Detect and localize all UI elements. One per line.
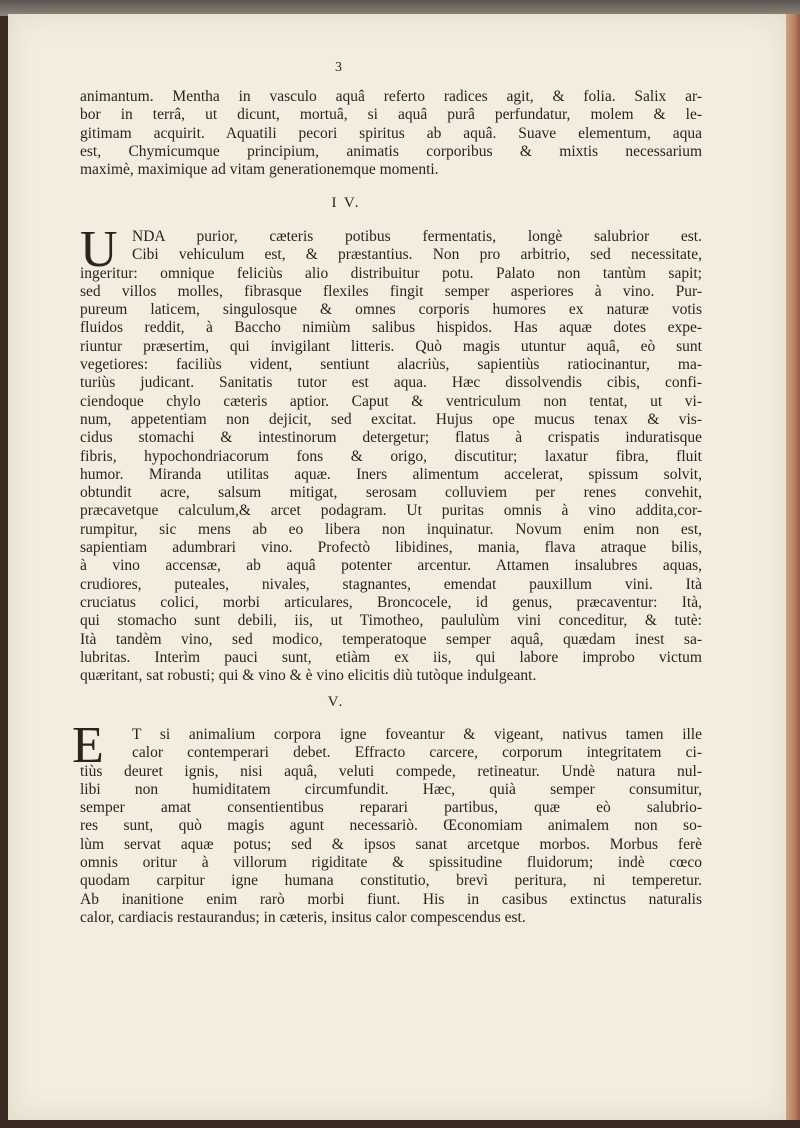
text-line: præcavetque calculum,& arcet podagram. Ut puritas omnis à vino addita,cor- (80, 502, 702, 520)
text-line: num, appetentiam non dejicit, sed excitat. Hujus ope mucus tenax & vis- (80, 410, 702, 428)
text-line: cidus stomachi & intestinorum detergetur; flatus à crispatis induratisque (80, 429, 702, 447)
text-line: bor in terrâ, ut dicunt, mortuâ, si aquâ purâ perfundatur, molem & le- (80, 106, 702, 124)
page-number: 3 (335, 60, 342, 75)
text-line: pureum laticem, singulosque & omnes corporis humores ex naturæ votis (80, 301, 702, 319)
text-line: fluidos reddit, à Baccho nimiùm salibus hispidos. Has aquæ dotes expe- (80, 319, 702, 337)
text-line: res sunt, quò magis agunt necessariò. Œconomiam animalem non so- (80, 817, 702, 835)
text-line: animantum. Mentha in vasculo aquâ referto radices agit, & folia. Salix ar- (80, 88, 702, 105)
text-line: Cibi vehiculum est, & præstantius. Non pro arbitrio, sed necessitate, (132, 246, 702, 264)
text-line: turiùs judicant. Sanitatis tutor est aqua. Hæc dissolvendis cibis, confi- (80, 374, 702, 392)
text-line: vegetiores: faciliùs vident, sentiunt alacriùs, sapientiùs ratiocinantur, ma- (80, 356, 702, 374)
top-paragraph (80, 88, 702, 179)
page-edge (786, 14, 800, 1120)
text-line: sapientiam adumbrari vino. Profectò libidines, mania, flava atraque bilis, (80, 539, 702, 557)
text-line: humor. Miranda utilitas aquæ. Iners alimentum accelerat, spissum solvit, (80, 465, 702, 483)
text-line: libi non humiditatem circumfundit. Hæc, quià semper consumitur, (80, 780, 702, 798)
text-line: quodam carpitur igne humana constitutio, brevì peritura, ni temperetur. (80, 872, 702, 890)
text-line: riuntur præsertim, qui invigilant litteris. Quò magis utuntur aquâ, eò sunt (80, 337, 702, 355)
section-heading-iv: I V. (331, 195, 361, 211)
text-line: quæritant, sat robusti; qui & vino & è vino elicitis diù tutòque indulgeant. (80, 667, 537, 685)
text-line: gitimam acquirit. Aquatili pecori spiritus ab aquâ. Suave elementum, aqua (80, 124, 702, 142)
text-line: NDA purior, cæteris potibus fermentatis, longè salubrior est. (132, 228, 702, 245)
text-line: sed villos molles, fibrasque flexiles fingit semper asperiores à vino. Pur- (80, 282, 702, 300)
text-line: ciendoque chylo cæteris aptior. Caput & ventriculum non tentat, ut vi- (80, 392, 702, 410)
text-line: semper amat consentientibus reparari partibus, quæ eò salubrio- (80, 799, 702, 817)
text-line: rumpitur, sic mens ab eo libera non inquinatur. Novum enim non est, (80, 520, 702, 538)
text-line: crudiores, puteales, nivales, stagnantes, emendat pauxillum vini. Ità (80, 575, 702, 593)
text-line: T si animalium corpora igne foveantur & vigeant, nativus tamen ille (132, 726, 702, 743)
text-line: Ità tandèm vino, sed modico, temperatoque semper aquâ, quædam inest sa- (80, 630, 702, 648)
text-line: ingeritur: omnique feliciùs alio distribuitur potu. Palato non tantùm sapit; (80, 264, 702, 282)
text-line: tiùs deuret ignis, nisi aquâ, veluti compede, retineatur. Undè natura nul- (80, 762, 702, 780)
section-v-paragraph (80, 726, 702, 927)
dropcap-e: E (72, 717, 104, 774)
text-line: qui stomacho sunt debili, iis, ut Timotheo, paululùm vini conceditur, & tutè: (80, 612, 702, 630)
dropcap-u: U (80, 221, 118, 278)
text-line: Ab inanitione enim rarò morbi fiunt. His in casibus extinctus naturalis (80, 890, 702, 908)
section-heading-v: V. (327, 694, 345, 710)
text-line: cruciatus colici, morbi articulares, Broncocele, id genus, præcaventur: Ità, (80, 593, 702, 611)
text-line: calor, cardiacis restaurandus; in cæteris, insitus calor compescendus est. (80, 908, 526, 926)
text-line: lùm servat aquæ potus; sed & ipsos sanat arcetque morbos. Morbus ferè (80, 835, 702, 853)
text-line: lubritas. Interìm pauci sunt, etiàm ex iis, qui labore improbo victum (80, 648, 702, 666)
text-line: obtundit acre, salsum mitigat, serosam colluviem per renes convehit, (80, 484, 702, 502)
text-line: fibris, hypochondriacorum fons & origo, discutitur; laxatur fibra, fluit (80, 447, 702, 465)
text-line: omnis oritur à villorum rigiditate & spissitudine fluidorum; indè cœco (80, 854, 702, 872)
text-line: calor contemperari debet. Effracto carcere, corporum integritatem ci- (132, 744, 702, 762)
text-line: maximè, maximique ad vitam generationemque momenti. (80, 161, 439, 179)
section-iv-paragraph (80, 221, 702, 685)
text-line: est, Chymicumque principium, animatis corporibus & mixtis necessarium (80, 142, 702, 160)
text-line: à vino accensæ, ab aquâ potenter arcentur. Attamen insalubres aquas, (80, 557, 702, 575)
